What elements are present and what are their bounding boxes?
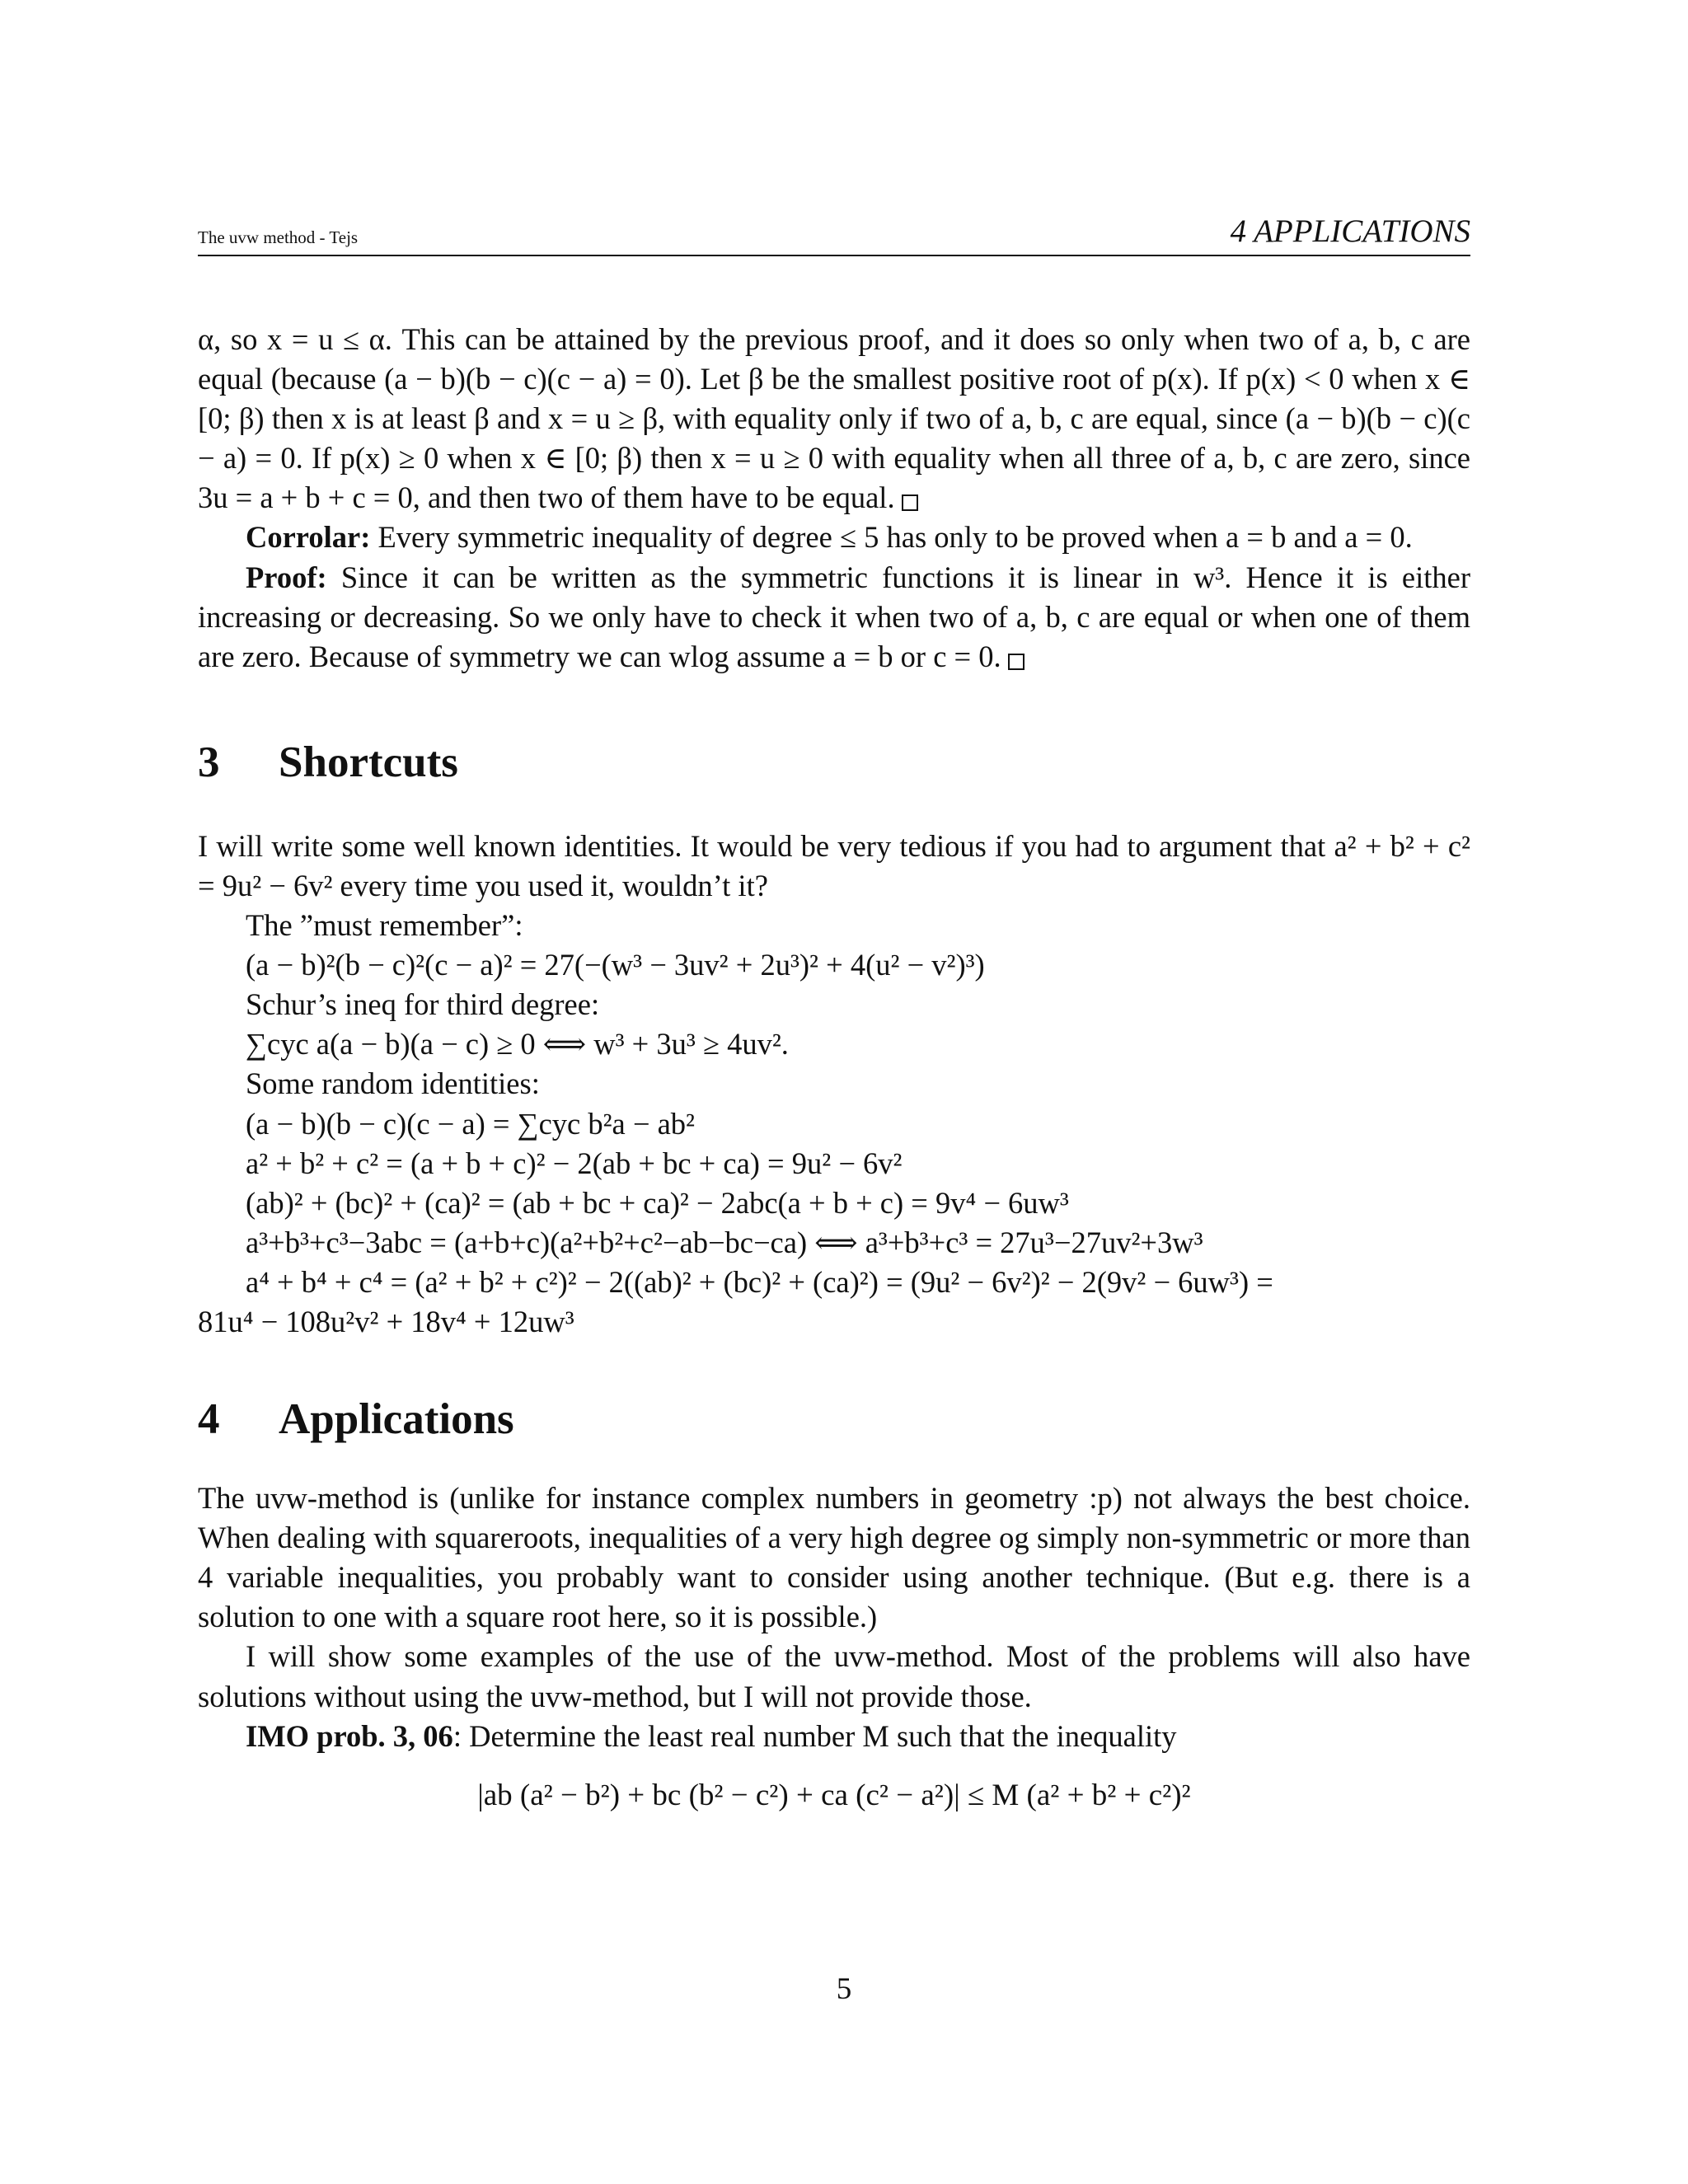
identity-line: a⁴ + b⁴ + c⁴ = (a² + b² + c²)² − 2((ab)² + (bc)² + (ca)²) = (9u² − 6v²)² − 2(9v² − 6uw³) = [246,1264,1273,1299]
section-number: 3 [198,738,220,786]
section-title: Shortcuts [279,738,458,786]
random-identities-label: Some random identities: [246,1066,540,1101]
identity-line: (ab)² + (bc)² + (ca)² = (ab + bc + ca)² − 2abc(a + b + c) = 9v⁴ − 6uw³ [246,1185,1069,1220]
corollary-label: Corrolar: [246,520,371,555]
section-heading-applications [198,1393,1470,1446]
section-heading-shortcuts [198,736,1470,789]
applications-paragraph-1: The uvw-method is (unlike for instance complex numbers in geometry :p) not always the best choice. When dealing with squareroots, inequalities of a very high degree og simply non-symmetric or more than 4 variable inequalities, you probably want to consider using another technique. (But e.g. there is a solution to one with a square root here, so it is possible.) [198,1481,1470,1634]
corollary-text: Every symmetric inequality of degree ≤ 5 has only to be proved when a = b and a = 0. [370,520,1413,555]
schur-label: Schur’s ineq for third degree: [246,987,600,1022]
must-remember-label: The ”must remember”: [246,908,523,943]
running-header-right: 4 APPLICATIONS [1230,213,1470,249]
page-body [198,320,1470,1816]
imo-problem-paragraph [198,1717,1470,1756]
imo-text: : Determine the least real number M such that the inequality [452,1718,1177,1753]
schur-equation: ∑cyc a(a − b)(a − c) ≥ 0 ⟺ w³ + 3u³ ≥ 4uv². [246,1027,789,1062]
proof-continuation [198,320,1470,518]
display-equation: |ab (a² − b²) + bc (b² − c²) + ca (c² − a²)| ≤ M (a² + b² + c²)² [477,1778,1191,1812]
qed-icon [902,494,918,511]
must-remember-equation: (a − b)²(b − c)²(c − a)² = 27(−(w³ − 3uv² + 2u³)² + 4(u² − v²)³) [246,948,985,982]
running-header-left: The uvw method - Tejs [198,227,359,247]
corollary-paragraph [198,518,1470,557]
applications-paragraph-2: I will show some examples of the use of the uvw-method. Most of the problems will also have solutions without using the uvw-method, but I will not provide those. [198,1639,1470,1713]
identity-line: (a − b)(b − c)(c − a) = ∑cyc b²a − ab² [246,1106,695,1141]
identity-line: a² + b² + c² = (a + b + c)² − 2(ab + bc + ca) = 9u² − 6v² [246,1146,903,1180]
proof-continuation-text: α, so x = u ≤ α. This can be attained by the previous proof, and it does so only when two of a, b, c are equal (because (a − b)(b − c)(c − a) = 0). Let β be the smallest positive root of p(x). If p(x) < 0 when x ∈ [0; β) then x is at least β and x = u ≥ β, with equality only if two of a, b, c are equal, since (a − b)(b − c)(c − a) = 0. If p(x) ≥ 0 when x ∈ [0; β) then x = u ≥ 0 with equality when all three of a, b, c are zero, since 3u = a + b + c = 0, and then two of them have to be equal. [198,322,1470,515]
header-rule [198,255,1470,256]
shortcuts-intro: I will write some well known identities. It would be very tedious if you had to argument that a² + b² + c² = 9u² − 6v² every time you used it, wouldn’t it? [198,828,1470,902]
identity-line: a³+b³+c³−3abc = (a+b+c)(a²+b²+c²−ab−bc−ca) ⟺ a³+b³+c³ = 27u³−27uv²+3w³ [246,1225,1203,1259]
page-number: 5 [836,1972,852,2006]
identity-continuation: 81u⁴ − 108u²v² + 18v⁴ + 12uw³ [198,1304,574,1338]
imo-label: IMO prob. 3, 06 [246,1718,453,1753]
section-title: Applications [279,1395,514,1444]
section-number: 4 [198,1395,220,1444]
qed-icon [1008,654,1025,670]
proof-paragraph [198,558,1470,677]
proof-label: Proof: [246,560,327,594]
proof-text: Since it can be written as the symmetric functions it is linear in w³. Hence it is either increasing or decreasing. So we only have to check it when two of a, b, c are equal or when one of them are zero. Because of symmetry we can wlog assume a = b or c = 0. [198,560,1470,673]
